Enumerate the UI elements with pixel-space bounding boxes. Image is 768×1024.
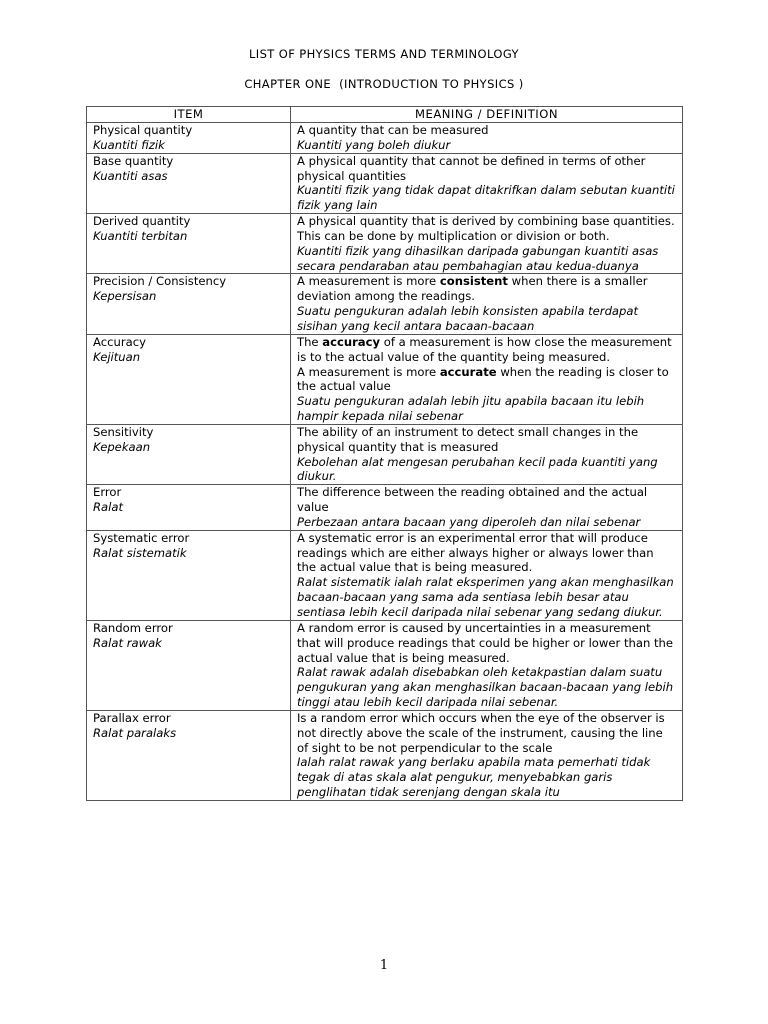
definition-text: Ralat sistematik ialah ralat eksperimen yang akan menghasilkan bacaan-bacaan yang sama ada sentiasa lebih besar atau sentiasa lebih kecil daripada nilai sebenar yang sedang diukur. <box>297 575 674 619</box>
definition-paragraph <box>297 335 676 365</box>
table-row <box>87 153 683 213</box>
definition-text: of a measurement is how close the measurement is to the actual value of the quantity being measured. <box>297 334 672 364</box>
emphasized-term: accuracy <box>322 334 381 349</box>
term-malay: Ralat rawak <box>93 635 162 650</box>
emphasized-term: consistent <box>439 274 508 289</box>
term-english: Precision / Consistency <box>93 274 227 289</box>
table-row <box>87 710 683 800</box>
table-row <box>87 530 683 620</box>
definition-paragraph <box>297 183 676 213</box>
table-row <box>87 274 683 334</box>
term-malay: Ralat paralaks <box>93 725 177 740</box>
definition-cell <box>291 710 683 800</box>
definition-text: Kebolehan alat mengesan perubahan kecil pada kuantiti yang diukur. <box>297 454 658 484</box>
definition-paragraph <box>297 485 676 515</box>
definition-text: A systematic error is an experimental error that will produce readings which are either always higher or always lower than the actual value that is being measured. <box>297 530 654 575</box>
table-row <box>87 123 683 154</box>
definition-text: The ability of an instrument to detect small changes in the physical quantity that is measured <box>297 424 639 454</box>
definition-paragraph <box>297 274 676 304</box>
definition-text: The <box>297 334 323 349</box>
term-cell <box>87 153 291 213</box>
definition-paragraph <box>297 621 676 666</box>
definition-text: Kuantiti fizik yang dihasilkan daripada gabungan kuantiti asas secara pendaraban atau pembahagian atau kedua-duanya <box>297 243 659 273</box>
term-cell <box>87 530 291 620</box>
definition-paragraph <box>297 755 676 800</box>
definition-text: A physical quantity that cannot be defined in terms of other physical quantities <box>297 153 646 183</box>
term-english: Parallax error <box>93 710 171 725</box>
definition-paragraph <box>297 138 676 153</box>
definition-text: Ralat rawak adalah disebabkan oleh ketakpastian dalam suatu pengukuran yang akan menghasilkan bacaan-bacaan yang lebih tinggi atau lebih kecil daripada nilai sebenar. <box>297 665 674 710</box>
definition-text: A random error is caused by uncertainties in a measurement that will produce readings that could be higher or lower than the actual value that is being measured. <box>297 620 674 665</box>
definition-cell <box>291 214 683 274</box>
term-malay: Kuantiti terbitan <box>93 228 188 243</box>
term-malay: Ralat <box>93 500 124 515</box>
term-cell <box>87 485 291 531</box>
term-malay: Kepekaan <box>93 439 151 454</box>
term-english: Physical quantity <box>93 123 193 137</box>
definition-cell <box>291 424 683 484</box>
term-cell <box>87 710 291 800</box>
definition-cell <box>291 123 683 154</box>
term-cell <box>87 334 291 424</box>
definition-text: A measurement is more <box>297 274 440 289</box>
term-english: Base quantity <box>93 153 174 168</box>
definition-paragraph <box>297 244 676 274</box>
meaning-column-header: MEANING / DEFINITION <box>291 107 683 123</box>
definition-paragraph <box>297 394 676 424</box>
term-english: Accuracy <box>93 334 146 349</box>
terms-table-body <box>87 123 683 801</box>
definition-text: Ialah ralat rawak yang berlaku apabila mata pemerhati tidak tegak di atas skala alat pengukur, menyebabkan garis penglihatan tidak serenjang dengan skala itu <box>297 755 651 800</box>
terms-table <box>86 106 683 801</box>
definition-text: when there is a smaller deviation among the readings. <box>297 274 648 304</box>
definition-text: Suatu pengukuran adalah lebih konsisten apabila terdapat sisihan yang kecil antara bacaan-bacaan <box>297 304 639 333</box>
term-cell <box>87 424 291 484</box>
definition-text: Perbezaan antara bacaan yang diperoleh dan nilai sebenar <box>297 514 641 529</box>
definition-cell <box>291 485 683 531</box>
definition-paragraph <box>297 531 676 576</box>
term-english: Derived quantity <box>93 214 191 229</box>
definition-text: The difference between the reading obtained and the actual value <box>297 485 648 515</box>
table-row <box>87 424 683 484</box>
definition-text: Is a random error which occurs when the eye of the observer is not directly above the scale of the instrument, causing the line of sight to be not perpendicular to the scale <box>297 710 665 755</box>
definition-paragraph <box>297 365 676 395</box>
definition-paragraph <box>297 665 676 710</box>
term-malay: Kepersisan <box>93 289 157 304</box>
definition-text: Kuantiti fizik yang tidak dapat ditakrifkan dalam sebutan kuantiti fizik yang lain <box>297 183 675 213</box>
definition-cell <box>291 334 683 424</box>
term-cell <box>87 274 291 334</box>
definition-text: Kuantiti yang boleh diukur <box>297 137 451 152</box>
definition-paragraph <box>297 214 676 244</box>
definition-paragraph <box>297 154 676 184</box>
emphasized-term: accurate <box>439 364 497 379</box>
term-english: Sensitivity <box>93 424 154 439</box>
definition-text: A quantity that can be measured <box>297 123 489 137</box>
term-english: Systematic error <box>93 530 190 545</box>
definition-paragraph <box>297 711 676 756</box>
term-cell <box>87 123 291 154</box>
definition-text: Suatu pengukuran adalah lebih jitu apabila bacaan itu lebih hampir kepada nilai sebenar <box>297 394 645 424</box>
definition-text: when the reading is closer to the actual value <box>297 364 669 394</box>
table-row <box>87 334 683 424</box>
table-row <box>87 620 683 710</box>
definition-paragraph <box>297 575 676 620</box>
term-english: Random error <box>93 620 173 635</box>
term-malay: Kuantiti fizik <box>93 137 165 152</box>
definition-text: A measurement is more <box>297 364 440 379</box>
term-malay: Ralat sistematik <box>93 545 187 560</box>
term-malay: Kejituan <box>93 349 141 364</box>
definition-cell <box>291 530 683 620</box>
term-malay: Kuantiti asas <box>93 168 168 183</box>
page-number: 1 <box>379 958 389 973</box>
definition-paragraph <box>297 304 676 334</box>
definition-paragraph <box>297 425 676 455</box>
document-title: LIST OF PHYSICS TERMS AND TERMINOLOGY <box>249 47 519 61</box>
term-cell <box>87 214 291 274</box>
term-english: Error <box>93 485 122 500</box>
table-row <box>87 485 683 531</box>
chapter-title: CHAPTER ONE (INTRODUCTION TO PHYSICS ) <box>244 77 524 91</box>
definition-cell <box>291 274 683 334</box>
definition-cell <box>291 620 683 710</box>
table-header-row <box>87 107 683 123</box>
definition-text: A physical quantity that is derived by combining base quantities. This can be done by multiplication or division or both. <box>297 214 675 243</box>
definition-cell <box>291 153 683 213</box>
definition-paragraph <box>297 123 676 138</box>
term-cell <box>87 620 291 710</box>
definition-paragraph <box>297 455 676 485</box>
definition-paragraph <box>297 515 676 530</box>
table-row <box>87 214 683 274</box>
item-column-header: ITEM <box>87 107 291 123</box>
